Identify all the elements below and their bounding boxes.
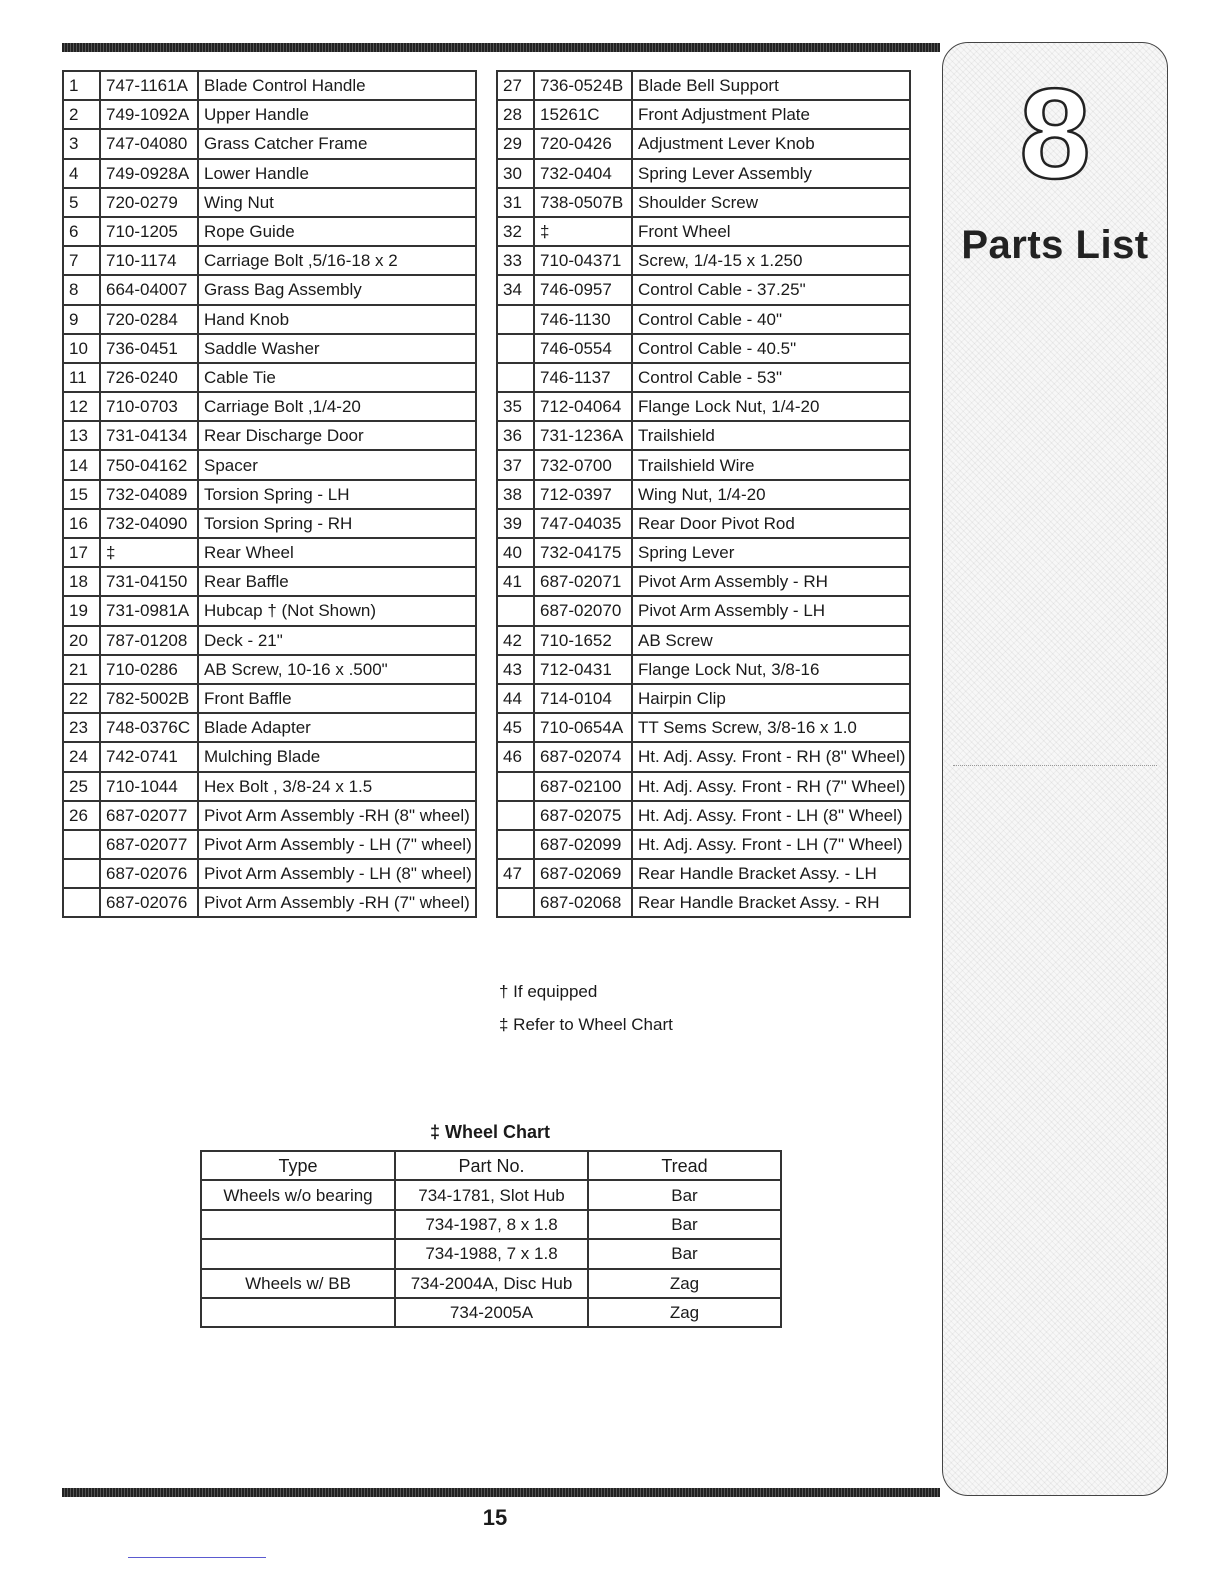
part-description: Carriage Bolt ,5/16-18 x 2 [198,246,476,275]
part-description: Rear Baffle [198,567,476,596]
part-number: 664-04007 [100,275,198,304]
part-number: 747-04035 [534,509,632,538]
ref-number: 14 [63,450,100,479]
ref-number: 19 [63,596,100,625]
tab-divider [953,765,1157,766]
table-row [63,859,476,888]
table-row [63,363,476,392]
table-row [497,742,910,771]
wheel-type: Wheels w/ BB [201,1269,395,1298]
chapter-title: Parts List [961,223,1149,267]
ref-number: 24 [63,742,100,771]
part-description: Control Cable - 40" [632,305,910,334]
table-row [63,509,476,538]
part-description: Ht. Adj. Assy. Front - RH (8" Wheel) [632,742,910,771]
wheel-part-number: 734-1781, Slot Hub [395,1180,588,1209]
ref-number: 18 [63,567,100,596]
ref-number [63,830,100,859]
table-row [497,275,910,304]
part-description: Upper Handle [198,100,476,129]
ref-number: 15 [63,480,100,509]
table-row [63,450,476,479]
part-number: 687-02076 [100,859,198,888]
part-description: Rear Wheel [198,538,476,567]
ref-number: 22 [63,684,100,713]
ref-number: 40 [497,538,534,567]
part-number: 746-1137 [534,363,632,392]
part-number: 731-1236A [534,421,632,450]
part-description: Carriage Bolt ,1/4-20 [198,392,476,421]
table-row [63,275,476,304]
table-row [497,626,910,655]
table-row [497,450,910,479]
part-number: 710-1205 [100,217,198,246]
ref-number: 10 [63,334,100,363]
part-number: 687-02100 [534,772,632,801]
part-number: 746-0957 [534,275,632,304]
part-number: 746-0554 [534,334,632,363]
part-description: Hex Bolt , 3/8-24 x 1.5 [198,772,476,801]
footnote-if-equipped: † If equipped [499,982,598,1001]
ref-number: 41 [497,567,534,596]
ref-number: 36 [497,421,534,450]
part-description: Blade Control Handle [198,71,476,100]
ref-number: 21 [63,655,100,684]
part-number: 731-04134 [100,421,198,450]
ref-number: 28 [497,100,534,129]
ref-number [497,801,534,830]
part-number: 746-1130 [534,305,632,334]
table-row [63,188,476,217]
wheel-chart-header-row [201,1151,781,1180]
part-number: 782-5002B [100,684,198,713]
part-number: 687-02071 [534,567,632,596]
part-description: Grass Catcher Frame [198,129,476,158]
part-number: 749-0928A [100,159,198,188]
footnote-wheel-chart: ‡ Refer to Wheel Chart [499,1015,673,1034]
part-number: 742-0741 [100,742,198,771]
part-description: Ht. Adj. Assy. Front - LH (8" Wheel) [632,801,910,830]
part-description: Torsion Spring - LH [198,480,476,509]
ref-number: 43 [497,655,534,684]
table-row [201,1210,781,1239]
ref-number: 7 [63,246,100,275]
wheel-part-number: 734-1987, 8 x 1.8 [395,1210,588,1239]
part-number: 732-0700 [534,450,632,479]
part-number: 710-0286 [100,655,198,684]
wheel-part-number: 734-1988, 7 x 1.8 [395,1239,588,1268]
ref-number: 12 [63,392,100,421]
part-number: 732-04090 [100,509,198,538]
part-number: 731-0981A [100,596,198,625]
table-row [497,421,910,450]
ref-number: 30 [497,159,534,188]
part-description: Saddle Washer [198,334,476,363]
ref-number: 6 [63,217,100,246]
part-description: Rear Discharge Door [198,421,476,450]
part-description: Hubcap † (Not Shown) [198,596,476,625]
ref-number: 25 [63,772,100,801]
table-row [63,334,476,363]
part-description: Torsion Spring - RH [198,509,476,538]
ref-number: 34 [497,275,534,304]
part-description: Control Cable - 40.5" [632,334,910,363]
ref-number: 29 [497,129,534,158]
part-number: 710-1652 [534,626,632,655]
table-row [201,1298,781,1327]
part-description: Rear Door Pivot Rod [632,509,910,538]
part-number: 15261C [534,100,632,129]
ref-number: 44 [497,684,534,713]
table-row [497,509,910,538]
table-row [497,392,910,421]
ref-number [497,772,534,801]
ref-number: 35 [497,392,534,421]
ref-number: 27 [497,71,534,100]
table-row [63,772,476,801]
part-description: AB Screw, 10-16 x .500" [198,655,476,684]
ref-number [497,888,534,917]
ref-number [497,334,534,363]
part-description: Flange Lock Nut, 3/8-16 [632,655,910,684]
part-number: 687-02077 [100,801,198,830]
ref-number: 8 [63,275,100,304]
table-row [497,655,910,684]
table-row [497,363,910,392]
parts-table-right [496,70,911,918]
table-row [63,159,476,188]
table-row [63,567,476,596]
part-number: 726-0240 [100,363,198,392]
part-description: Shoulder Screw [632,188,910,217]
ref-number: 45 [497,713,534,742]
table-row [63,246,476,275]
part-number: 687-02075 [534,801,632,830]
ref-number: 46 [497,742,534,771]
part-description: Ht. Adj. Assy. Front - LH (7" Wheel) [632,830,910,859]
wheel-tread: Bar [588,1210,781,1239]
part-description: Control Cable - 37.25" [632,275,910,304]
link-underline [128,1557,266,1558]
part-description: Blade Bell Support [632,71,910,100]
part-description: Spacer [198,450,476,479]
part-number: 787-01208 [100,626,198,655]
part-description: Ht. Adj. Assy. Front - RH (7" Wheel) [632,772,910,801]
table-row [63,71,476,100]
part-number: 710-04371 [534,246,632,275]
part-number: 720-0279 [100,188,198,217]
part-description: Pivot Arm Assembly -RH (7" wheel) [198,888,476,917]
table-row [63,713,476,742]
table-row [63,421,476,450]
part-number: 732-0404 [534,159,632,188]
table-row [63,596,476,625]
part-description: Flange Lock Nut, 1/4-20 [632,392,910,421]
part-description: Pivot Arm Assembly - LH (7" wheel) [198,830,476,859]
part-number: 732-04175 [534,538,632,567]
ref-number: 17 [63,538,100,567]
wheel-tread: Zag [588,1298,781,1327]
part-number: 750-04162 [100,450,198,479]
part-description: Pivot Arm Assembly -RH (8" wheel) [198,801,476,830]
table-row [63,801,476,830]
header-type: Type [201,1151,395,1180]
part-number: 687-02076 [100,888,198,917]
part-number: 714-0104 [534,684,632,713]
table-row [497,859,910,888]
table-row [497,246,910,275]
part-description: Wing Nut, 1/4-20 [632,480,910,509]
wheel-tread: Bar [588,1239,781,1268]
part-description: Pivot Arm Assembly - RH [632,567,910,596]
ref-number: 47 [497,859,534,888]
part-number: 710-1044 [100,772,198,801]
page-number: 15 [482,1505,508,1530]
part-description: Rear Handle Bracket Assy. - RH [632,888,910,917]
part-description: Pivot Arm Assembly - LH [632,596,910,625]
ref-number [497,596,534,625]
part-number: 738-0507B [534,188,632,217]
part-description: Pivot Arm Assembly - LH (8" wheel) [198,859,476,888]
part-description: TT Sems Screw, 3/8-16 x 1.0 [632,713,910,742]
part-number: 687-02069 [534,859,632,888]
table-row [497,538,910,567]
wheel-tread: Bar [588,1180,781,1209]
part-description: Deck - 21" [198,626,476,655]
ref-number [63,859,100,888]
ref-number: 39 [497,509,534,538]
wheel-tread: Zag [588,1269,781,1298]
ref-number: 1 [63,71,100,100]
table-row [497,217,910,246]
table-row [63,684,476,713]
ref-number: 20 [63,626,100,655]
ref-number [63,888,100,917]
ref-number: 42 [497,626,534,655]
ref-number: 2 [63,100,100,129]
header-part-no: Part No. [395,1151,588,1180]
table-row [497,334,910,363]
part-number: 712-0431 [534,655,632,684]
part-description: Screw, 1/4-15 x 1.250 [632,246,910,275]
part-description: Mulching Blade [198,742,476,771]
wheel-type: Wheels w/o bearing [201,1180,395,1209]
part-number: ‡ [534,217,632,246]
part-description: Cable Tie [198,363,476,392]
table-row [497,596,910,625]
table-row [497,684,910,713]
part-description: Blade Adapter [198,713,476,742]
part-number: 720-0284 [100,305,198,334]
wheel-chart-table [200,1150,782,1328]
ref-number: 26 [63,801,100,830]
ref-number [497,363,534,392]
table-row [63,655,476,684]
ref-number: 9 [63,305,100,334]
table-row [63,129,476,158]
ref-number [497,305,534,334]
part-description: Rope Guide [198,217,476,246]
part-description: AB Screw [632,626,910,655]
part-number: 710-1174 [100,246,198,275]
part-description: Spring Lever Assembly [632,159,910,188]
wheel-type [201,1239,395,1268]
table-row [63,538,476,567]
top-rule [62,43,940,52]
ref-number: 37 [497,450,534,479]
chapter-tab [942,42,1168,1496]
table-row [497,305,910,334]
table-row [497,801,910,830]
table-row [63,217,476,246]
table-row [497,888,910,917]
header-tread: Tread [588,1151,781,1180]
part-description: Front Adjustment Plate [632,100,910,129]
part-description: Wing Nut [198,188,476,217]
part-number: 710-0654A [534,713,632,742]
table-row [63,742,476,771]
part-number: 712-0397 [534,480,632,509]
table-row [497,772,910,801]
table-row [497,129,910,158]
part-number: 736-0451 [100,334,198,363]
table-row [497,100,910,129]
part-number: 687-02077 [100,830,198,859]
table-row [497,188,910,217]
ref-number: 32 [497,217,534,246]
table-row [201,1239,781,1268]
part-number: 712-04064 [534,392,632,421]
part-description: Front Baffle [198,684,476,713]
chapter-number: 8 [1019,63,1091,206]
wheel-chart-title: ‡ Wheel Chart [429,1122,551,1142]
table-row [497,480,910,509]
part-number: 687-02070 [534,596,632,625]
part-number: 732-04089 [100,480,198,509]
part-number: 747-04080 [100,129,198,158]
wheel-type [201,1210,395,1239]
part-description: Hairpin Clip [632,684,910,713]
ref-number: 23 [63,713,100,742]
part-number: 687-02099 [534,830,632,859]
bottom-rule [62,1488,940,1497]
table-row [63,830,476,859]
ref-number: 13 [63,421,100,450]
part-description: Grass Bag Assembly [198,275,476,304]
ref-number: 38 [497,480,534,509]
part-description: Trailshield Wire [632,450,910,479]
part-number: 748-0376C [100,713,198,742]
part-number: 710-0703 [100,392,198,421]
table-row [63,305,476,334]
wheel-part-number: 734-2004A, Disc Hub [395,1269,588,1298]
wheel-type [201,1298,395,1327]
parts-table-left [62,70,477,918]
part-description: Rear Handle Bracket Assy. - LH [632,859,910,888]
part-number: 720-0426 [534,129,632,158]
ref-number: 5 [63,188,100,217]
table-row [63,480,476,509]
part-description: Spring Lever [632,538,910,567]
ref-number: 33 [497,246,534,275]
part-number: ‡ [100,538,198,567]
part-number: 749-1092A [100,100,198,129]
table-row [497,567,910,596]
table-row [63,100,476,129]
table-row [63,888,476,917]
table-row [497,159,910,188]
part-number: 747-1161A [100,71,198,100]
part-number: 736-0524B [534,71,632,100]
part-description: Trailshield [632,421,910,450]
part-description: Front Wheel [632,217,910,246]
ref-number: 11 [63,363,100,392]
table-row [201,1269,781,1298]
part-description: Control Cable - 53" [632,363,910,392]
table-row [497,71,910,100]
table-row [201,1180,781,1209]
table-row [497,713,910,742]
table-row [63,392,476,421]
ref-number: 3 [63,129,100,158]
part-description: Lower Handle [198,159,476,188]
part-number: 731-04150 [100,567,198,596]
part-description: Adjustment Lever Knob [632,129,910,158]
ref-number: 16 [63,509,100,538]
part-number: 687-02068 [534,888,632,917]
table-row [63,626,476,655]
ref-number: 31 [497,188,534,217]
ref-number: 4 [63,159,100,188]
wheel-part-number: 734-2005A [395,1298,588,1327]
part-number: 687-02074 [534,742,632,771]
part-description: Hand Knob [198,305,476,334]
table-row [497,830,910,859]
ref-number [497,830,534,859]
